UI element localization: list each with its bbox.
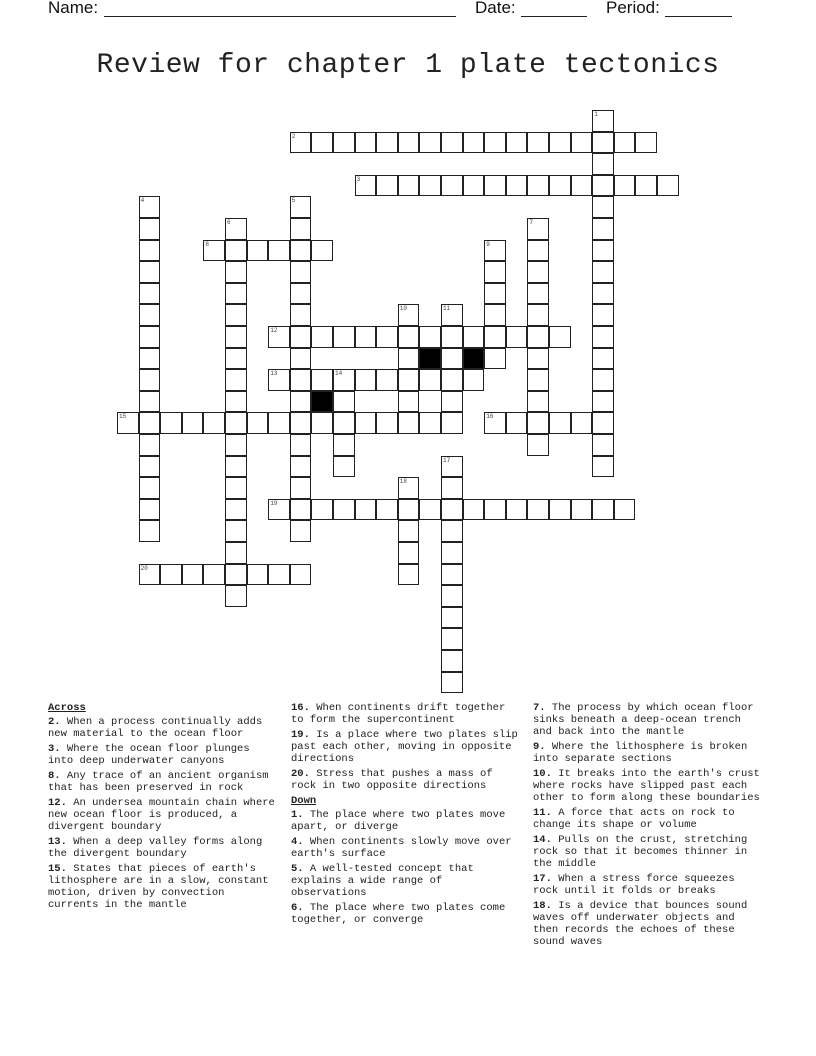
- crossword-cell[interactable]: [549, 326, 571, 348]
- clue-down-17: 17. When a stress force squeezes rock until it folds or breaks: [533, 873, 735, 897]
- crossword-cell[interactable]: [290, 456, 312, 478]
- crossword-cell[interactable]: [441, 175, 463, 197]
- crossword-cell[interactable]: [441, 477, 463, 499]
- clue-number-10: 10: [399, 305, 407, 313]
- crossword-cell[interactable]: [139, 520, 161, 542]
- clue-number-8: 8: [205, 240, 209, 248]
- crossword-cell[interactable]: [290, 283, 312, 305]
- clues-column-1: [48, 702, 280, 914]
- crossword-cell[interactable]: [225, 542, 247, 564]
- crossword-cell[interactable]: [441, 499, 463, 521]
- crossword-cell[interactable]: [398, 520, 420, 542]
- clue-number-19: 19: [270, 499, 278, 507]
- across-heading: Across: [48, 702, 86, 714]
- crossword-cell[interactable]: [484, 132, 506, 154]
- clue-down-9: 9. Where the lithosphere is broken into separate sections: [533, 741, 748, 765]
- crossword-cell[interactable]: [398, 326, 420, 348]
- crossword-cell[interactable]: [225, 412, 247, 434]
- crossword-cell[interactable]: [225, 326, 247, 348]
- crossword-cell[interactable]: [419, 369, 441, 391]
- crossword-cell[interactable]: [527, 240, 549, 262]
- crossword-cell[interactable]: [463, 326, 485, 348]
- crossword-cell[interactable]: [441, 412, 463, 434]
- crossword-cell[interactable]: [527, 132, 549, 154]
- clue-number-9: 9: [486, 240, 490, 248]
- crossword-cell[interactable]: [419, 132, 441, 154]
- crossword-cell[interactable]: [290, 391, 312, 413]
- page-title: Review for chapter 1 plate tectonics: [96, 50, 720, 81]
- crossword-cell[interactable]: [225, 348, 247, 370]
- crossword-cell[interactable]: [376, 132, 398, 154]
- crossword-cell[interactable]: [527, 391, 549, 413]
- crossword-cell[interactable]: [441, 564, 463, 586]
- crossword-cell[interactable]: [463, 132, 485, 154]
- clue-number-13: 13: [270, 370, 278, 378]
- clue-down-4: 4. When continents slowly move over earth's surface: [291, 836, 512, 860]
- crossword-cell[interactable]: [139, 391, 161, 413]
- clue-down-11: 11. A force that acts on rock to change its shape or volume: [533, 807, 735, 831]
- crossword-cell[interactable]: [484, 326, 506, 348]
- crossword-cell[interactable]: [441, 672, 463, 694]
- clue-across-16: 16. When continents drift together to form the supercontinent: [291, 702, 506, 726]
- blocked-cell: [419, 348, 441, 370]
- crossword-cell[interactable]: [268, 240, 290, 262]
- crossword-cell[interactable]: [592, 412, 614, 434]
- clue-number-7: 7: [529, 219, 533, 226]
- crossword-cell[interactable]: [268, 412, 290, 434]
- crossword-cell[interactable]: [484, 304, 506, 326]
- crossword-cell[interactable]: [398, 132, 420, 154]
- crossword-cell[interactable]: [463, 175, 485, 197]
- clue-across-20: 20. Stress that pushes a mass of rock in two opposite directions: [291, 768, 493, 792]
- crossword-cell[interactable]: [139, 412, 161, 434]
- clue-number-15: 15: [119, 413, 127, 421]
- crossword-cell[interactable]: [160, 564, 182, 586]
- crossword-cell[interactable]: [657, 175, 679, 197]
- crossword-cell[interactable]: [247, 412, 269, 434]
- crossword-cell[interactable]: [333, 132, 355, 154]
- crossword-cell[interactable]: [592, 153, 614, 175]
- crossword-cell[interactable]: [225, 261, 247, 283]
- crossword-cell[interactable]: [247, 240, 269, 262]
- crossword-cell[interactable]: [441, 650, 463, 672]
- clue-number-14: 14: [335, 370, 343, 378]
- crossword-cell[interactable]: [290, 326, 312, 348]
- crossword-cell[interactable]: [571, 499, 593, 521]
- crossword-cell[interactable]: [290, 240, 312, 262]
- crossword-cell[interactable]: [225, 585, 247, 607]
- clue-number-5: 5: [291, 197, 296, 205]
- crossword-cell[interactable]: [376, 175, 398, 197]
- crossword-cell[interactable]: [333, 456, 355, 478]
- crossword-cell[interactable]: [592, 369, 614, 391]
- clue-number-11: 11: [443, 305, 451, 313]
- crossword-cell[interactable]: [441, 369, 463, 391]
- crossword-cell[interactable]: [506, 412, 528, 434]
- crossword-cell[interactable]: [441, 628, 463, 650]
- crossword-cell[interactable]: [225, 240, 247, 262]
- crossword-cell[interactable]: [333, 391, 355, 413]
- crossword-cell[interactable]: [355, 499, 377, 521]
- crossword-cell[interactable]: [484, 283, 506, 305]
- crossword-cell[interactable]: [441, 348, 463, 370]
- clue-across-15: 15. States that pieces of earth's lithosphere are in a slow, constant motion, driven by convection currents in the mantle: [48, 863, 269, 911]
- crossword-cell[interactable]: [225, 499, 247, 521]
- clue-down-7: 7. The process by which ocean floor sinks beneath a deep-ocean trench and back into the mantle: [533, 702, 754, 738]
- crossword-cell[interactable]: [376, 499, 398, 521]
- crossword-cell[interactable]: [484, 348, 506, 370]
- crossword-cell[interactable]: [441, 542, 463, 564]
- crossword-cell[interactable]: [398, 499, 420, 521]
- crossword-cell[interactable]: [225, 283, 247, 305]
- crossword-cell[interactable]: [635, 132, 657, 154]
- crossword-cell[interactable]: [290, 304, 312, 326]
- crossword-cell[interactable]: [139, 456, 161, 478]
- crossword-cell[interactable]: [549, 175, 571, 197]
- crossword-cell[interactable]: [398, 564, 420, 586]
- crossword-cell[interactable]: [527, 369, 549, 391]
- crossword-cell[interactable]: [419, 499, 441, 521]
- crossword-cell[interactable]: [506, 132, 528, 154]
- crossword-cell[interactable]: [290, 412, 312, 434]
- clue-across-3: 3. Where the ocean floor plunges into deep underwater canyons: [48, 743, 250, 767]
- clue-number-4: 4: [140, 197, 145, 205]
- clue-number-2: 2: [291, 132, 296, 140]
- clue-number-16: 16: [486, 413, 494, 421]
- crossword-cell[interactable]: [484, 175, 506, 197]
- crossword-cell[interactable]: [139, 434, 161, 456]
- crossword-cell[interactable]: [527, 283, 549, 305]
- crossword-cell[interactable]: [225, 391, 247, 413]
- crossword-cell[interactable]: [419, 326, 441, 348]
- crossword-cell[interactable]: [506, 175, 528, 197]
- crossword-cell[interactable]: [225, 520, 247, 542]
- crossword-cell[interactable]: [225, 369, 247, 391]
- clue-across-19: 19. Is a place where two plates slip past each other, moving in opposite directions: [291, 729, 518, 765]
- crossword-cell[interactable]: [506, 326, 528, 348]
- clue-down-18: 18. Is a device that bounces sound waves off underwater objects and then records the echoes of these sound waves: [533, 900, 748, 948]
- crossword-cell[interactable]: [139, 283, 161, 305]
- crossword-cell[interactable]: [139, 477, 161, 499]
- crossword-cell[interactable]: [139, 499, 161, 521]
- crossword-cell[interactable]: [247, 564, 269, 586]
- crossword-cell[interactable]: [139, 326, 161, 348]
- date-label: Date:: [475, 0, 516, 17]
- crossword-cell[interactable]: [311, 369, 333, 391]
- crossword-cell[interactable]: [290, 348, 312, 370]
- clue-across-13: 13. When a deep valley forms along the divergent boundary: [48, 836, 263, 860]
- crossword-cell[interactable]: [398, 369, 420, 391]
- crossword-cell[interactable]: [614, 499, 636, 521]
- crossword-cell[interactable]: [398, 391, 420, 413]
- crossword-cell[interactable]: [592, 240, 614, 262]
- clue-number-3: 3: [356, 175, 361, 183]
- crossword-cell[interactable]: [441, 585, 463, 607]
- crossword-cell[interactable]: [592, 132, 614, 154]
- crossword-cell[interactable]: [527, 261, 549, 283]
- crossword-cell[interactable]: [398, 175, 420, 197]
- crossword-cell[interactable]: [355, 412, 377, 434]
- clue-down-10: 10. It breaks into the earth's crust where rocks have slipped past each other to form along these boundaries: [533, 768, 760, 804]
- crossword-cell[interactable]: [311, 326, 333, 348]
- crossword-cell[interactable]: [463, 369, 485, 391]
- crossword-cell[interactable]: [355, 132, 377, 154]
- crossword-cell[interactable]: [225, 477, 247, 499]
- crossword-cell[interactable]: [311, 240, 333, 262]
- crossword-cell[interactable]: [333, 412, 355, 434]
- crossword-cell[interactable]: [506, 499, 528, 521]
- crossword-cell[interactable]: [419, 412, 441, 434]
- crossword-cell[interactable]: [484, 499, 506, 521]
- crossword-cell[interactable]: [592, 218, 614, 240]
- crossword-cell[interactable]: [614, 132, 636, 154]
- crossword-cell[interactable]: [419, 175, 441, 197]
- clue-across-2: 2. When a process continually adds new material to the ocean floor: [48, 716, 263, 740]
- crossword-cell[interactable]: [441, 520, 463, 542]
- clue-number-1: 1: [594, 111, 598, 118]
- crossword-cell[interactable]: [463, 499, 485, 521]
- clue-number-17: 17: [443, 456, 451, 464]
- crossword-cell[interactable]: [592, 304, 614, 326]
- blocked-cell: [311, 391, 333, 413]
- crossword-cell[interactable]: [160, 412, 182, 434]
- crossword-cell[interactable]: [290, 499, 312, 521]
- clue-down-1: 1. The place where two plates move apart, or diverge: [291, 809, 506, 833]
- clue-down-14: 14. Pulls on the crust, stretching rock so that it becomes thinner in the middle: [533, 834, 748, 870]
- crossword-cell[interactable]: [592, 326, 614, 348]
- clue-down-5: 5. A well-tested concept that explains a wide range of observations: [291, 863, 474, 899]
- clue-across-12: 12. An undersea mountain chain where new ocean floor is produced, a divergent boundary: [48, 797, 275, 833]
- crossword-cell[interactable]: [139, 369, 161, 391]
- crossword-cell[interactable]: [376, 326, 398, 348]
- crossword-cell[interactable]: [592, 283, 614, 305]
- crossword-cell[interactable]: [441, 607, 463, 629]
- crossword-cell[interactable]: [635, 175, 657, 197]
- crossword-cell[interactable]: [614, 175, 636, 197]
- crossword-cell[interactable]: [527, 412, 549, 434]
- crossword-cell[interactable]: [527, 434, 549, 456]
- crossword-cell[interactable]: [549, 412, 571, 434]
- crossword-cell[interactable]: [333, 326, 355, 348]
- crossword-cell[interactable]: [355, 326, 377, 348]
- crossword-cell[interactable]: [139, 218, 161, 240]
- crossword-cell[interactable]: [333, 434, 355, 456]
- crossword-cell[interactable]: [203, 564, 225, 586]
- crossword-cell[interactable]: [182, 564, 204, 586]
- crossword-cell[interactable]: [571, 132, 593, 154]
- crossword-cell[interactable]: [592, 391, 614, 413]
- clues-column-2: [291, 702, 523, 929]
- clue-number-6: 6: [227, 219, 231, 226]
- crossword-cell[interactable]: [290, 564, 312, 586]
- crossword-cell[interactable]: [311, 412, 333, 434]
- crossword-cell[interactable]: [290, 218, 312, 240]
- crossword-cell[interactable]: [203, 412, 225, 434]
- crossword-cell[interactable]: [398, 348, 420, 370]
- crossword-cell[interactable]: [592, 456, 614, 478]
- crossword-cell[interactable]: [527, 348, 549, 370]
- crossword-cell[interactable]: [398, 412, 420, 434]
- period-label: Period:: [606, 0, 660, 17]
- crossword-cell[interactable]: [549, 499, 571, 521]
- crossword-cell[interactable]: [549, 132, 571, 154]
- clue-number-20: 20: [140, 564, 148, 572]
- blocked-cell: [463, 348, 485, 370]
- crossword-cell[interactable]: [592, 499, 614, 521]
- crossword-cell[interactable]: [592, 348, 614, 370]
- clue-number-18: 18: [399, 478, 407, 486]
- crossword-cell[interactable]: [571, 412, 593, 434]
- crossword-cell[interactable]: [527, 304, 549, 326]
- clue-down-6: 6. The place where two plates come together, or converge: [291, 902, 506, 926]
- crossword-cell[interactable]: [592, 434, 614, 456]
- crossword-cell[interactable]: [376, 412, 398, 434]
- crossword-cell[interactable]: [139, 304, 161, 326]
- crossword-cell[interactable]: [527, 326, 549, 348]
- crossword-cell[interactable]: [376, 369, 398, 391]
- crossword-cell[interactable]: [290, 261, 312, 283]
- clue-across-8: 8. Any trace of an ancient organism that has been preserved in rock: [48, 770, 269, 794]
- crossword-cell[interactable]: [290, 477, 312, 499]
- crossword-cell[interactable]: [290, 434, 312, 456]
- crossword-cell[interactable]: [592, 175, 614, 197]
- crossword-cell[interactable]: [268, 564, 290, 586]
- crossword-cell[interactable]: [333, 499, 355, 521]
- crossword-cell[interactable]: [527, 175, 549, 197]
- crossword-cell[interactable]: [398, 542, 420, 564]
- crossword-cell[interactable]: [592, 261, 614, 283]
- crossword-cell[interactable]: [355, 369, 377, 391]
- clue-number-12: 12: [270, 327, 278, 334]
- crossword-cell[interactable]: [225, 456, 247, 478]
- crossword-cell[interactable]: [139, 261, 161, 283]
- crossword-cell[interactable]: [441, 391, 463, 413]
- crossword-cell[interactable]: [441, 132, 463, 154]
- crossword-cell[interactable]: [225, 434, 247, 456]
- crossword-cell[interactable]: [290, 369, 312, 391]
- crossword-cell[interactable]: [311, 132, 333, 154]
- crossword-cell[interactable]: [225, 564, 247, 586]
- crossword-cell[interactable]: [527, 499, 549, 521]
- crossword-cell[interactable]: [139, 240, 161, 262]
- crossword-cell[interactable]: [139, 348, 161, 370]
- down-heading: Down: [291, 795, 317, 807]
- name-label: Name:: [48, 0, 99, 17]
- crossword-cell[interactable]: [182, 412, 204, 434]
- crossword-cell[interactable]: [311, 499, 333, 521]
- crossword-cell[interactable]: [571, 175, 593, 197]
- crossword-cell[interactable]: [225, 304, 247, 326]
- crossword-cell[interactable]: [484, 261, 506, 283]
- clues-column-3: [533, 702, 765, 951]
- crossword-cell[interactable]: [441, 326, 463, 348]
- crossword-cell[interactable]: [592, 196, 614, 218]
- crossword-cell[interactable]: [290, 520, 312, 542]
